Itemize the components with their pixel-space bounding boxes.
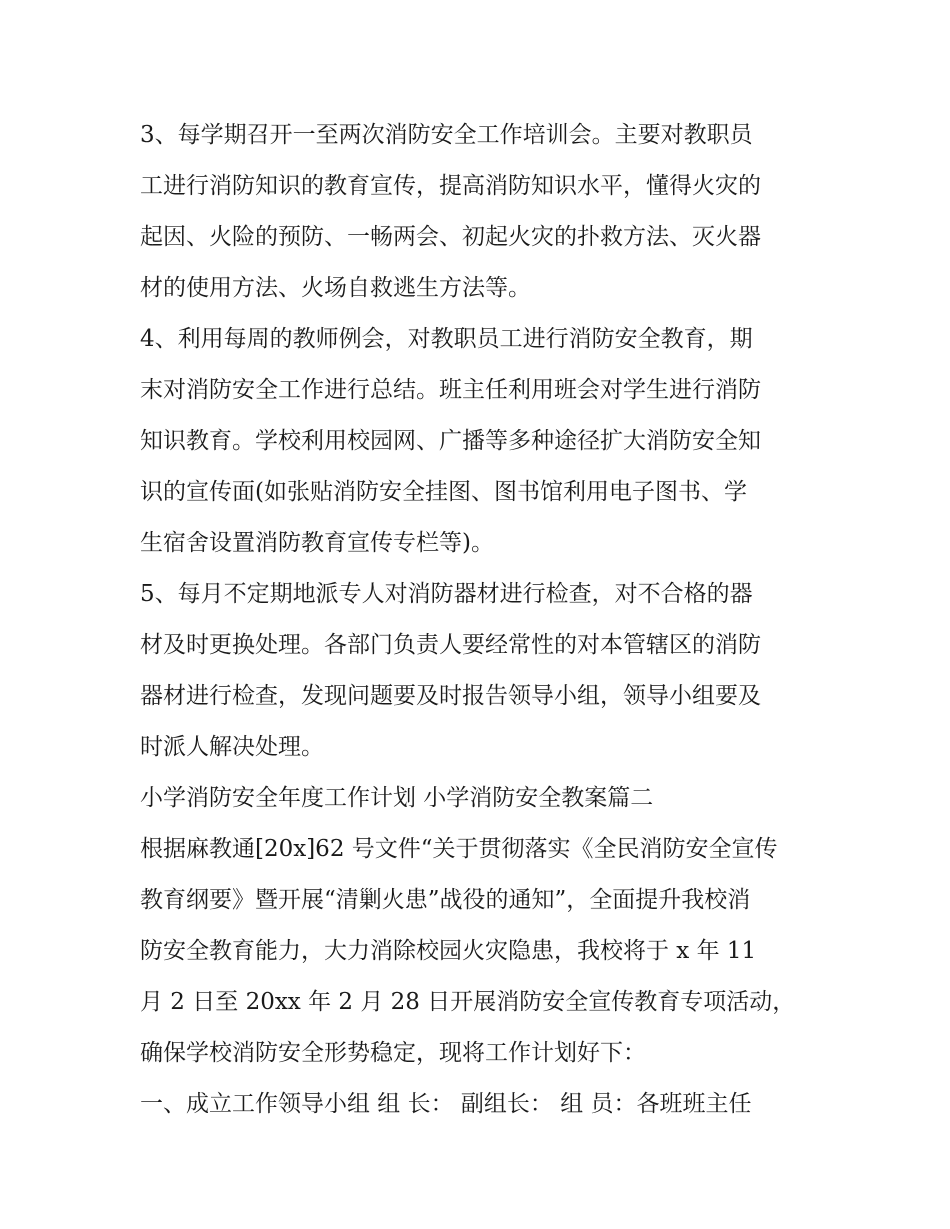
text-line: 识的宣传面(如张贴消防安全挂图、图书馆利用电子图书、学 bbox=[140, 479, 747, 505]
text-line: 一、成立工作领导小组 组 长： 副组长： 组 员：各班班主任 bbox=[140, 1091, 752, 1117]
text-line: 起因、火险的预防、一畅两会、初起火灾的扑救方法、灭火器 bbox=[140, 224, 761, 250]
section-heading: 小学消防安全年度工作计划 小学消防安全教案篇二 bbox=[140, 785, 654, 811]
text-line: 工进行消防知识的教育宣传，提高消防知识水平，懂得火灾的 bbox=[140, 173, 761, 199]
text-line: 5、每月不定期地派专人对消防器材进行检查，对不合格的器 bbox=[140, 581, 753, 607]
document-body bbox=[140, 110, 820, 1130]
text-line: 确保学校消防安全形势稳定，现将工作计划好下： bbox=[140, 1040, 646, 1066]
text-line: 教育纲要》暨开展“清剿火患”战役的通知”，全面提升我校消 bbox=[140, 887, 751, 913]
text-line: 末对消防安全工作进行总结。班主任利用班会对学生进行消防 bbox=[140, 377, 761, 403]
text-line: 材的使用方法、火场自救逃生方法等。 bbox=[140, 275, 531, 301]
text-line: 知识教育。学校利用校园网、广播等多种途径扩大消防安全知 bbox=[140, 428, 761, 454]
text-line: 根据麻教通[20x]62 号文件“关于贯彻落实《全民消防安全宣传 bbox=[140, 836, 778, 862]
text-line: 材及时更换处理。各部门负责人要经常性的对本管辖区的消防 bbox=[140, 632, 761, 658]
text-line: 3、每学期召开一至两次消防安全工作培训会。主要对教职员 bbox=[140, 122, 753, 148]
text-line: 时派人解决处理。 bbox=[140, 734, 324, 760]
text-line: 生宿舍设置消防教育宣传专栏等)。 bbox=[140, 530, 494, 556]
text-line: 4、利用每周的教师例会，对教职员工进行消防安全教育，期 bbox=[140, 326, 753, 352]
text-line: 月 2 日至 20xx 年 2 月 28 日开展消防安全宣传教育专项活动， bbox=[140, 989, 796, 1015]
text-line: 器材进行检查，发现问题要及时报告领导小组，领导小组要及 bbox=[140, 683, 761, 709]
text-line: 防安全教育能力，大力消除校园火灾隐患，我校将于 x 年 11 bbox=[140, 938, 757, 964]
